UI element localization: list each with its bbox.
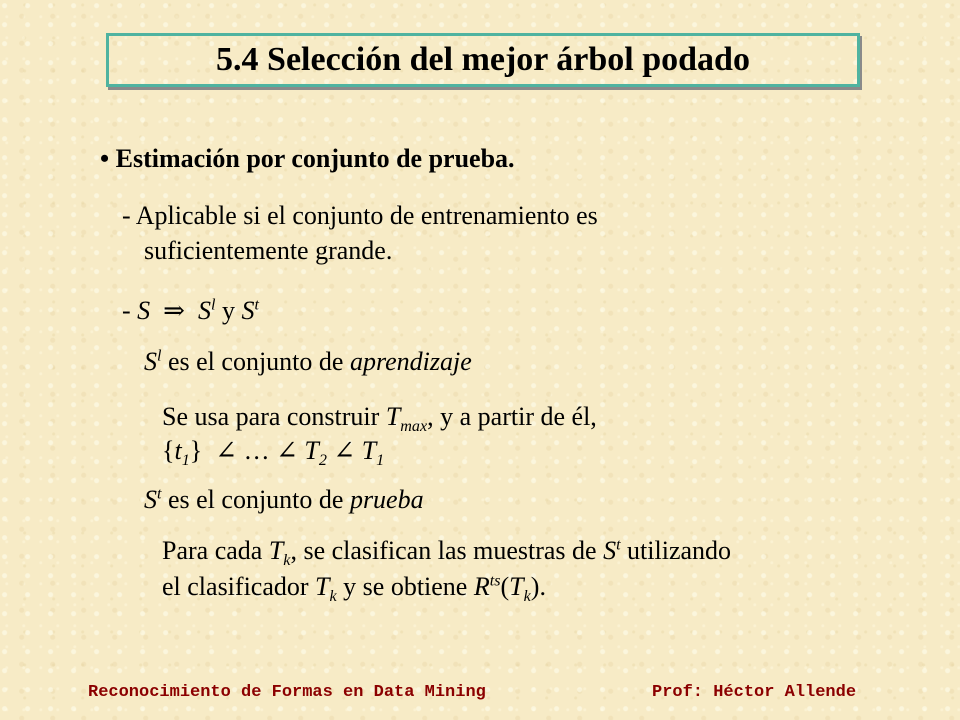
tree-t: T [268, 536, 284, 565]
ellipsis: … [237, 436, 277, 465]
risk-r: R [473, 572, 490, 601]
paren-close: ). [530, 572, 546, 601]
tree-t2: T [304, 436, 319, 465]
text-line-5 [162, 402, 597, 436]
term-prueba: prueba [349, 485, 424, 514]
bullet-text: Estimación por conjunto de prueba. [115, 144, 515, 173]
sub-k: k [329, 588, 337, 606]
set-s: S [137, 296, 151, 325]
set-s: S [144, 347, 157, 376]
sup-l: l [210, 296, 216, 314]
subtree-symbol: ∠ [333, 436, 356, 466]
bullet-marker: • [100, 144, 110, 173]
slide-title: 5.4 Selección del mejor árbol podado [216, 41, 750, 78]
sup-t: t [254, 296, 259, 314]
bullet-line [100, 146, 515, 172]
sup-t: t [616, 536, 621, 554]
title-box [106, 33, 860, 87]
text-line-9 [162, 572, 546, 606]
set-s-l: S [197, 296, 211, 325]
tree-t: T [509, 572, 524, 601]
text-line-3 [122, 298, 259, 324]
text-line-1: - Aplicable si el conjunto de entrenamiento es [122, 201, 598, 230]
text-line-6 [162, 436, 385, 470]
text-post: utilizando [620, 536, 732, 565]
term-aprendizaje: aprendizaje [349, 347, 472, 376]
set-s: S [144, 485, 157, 514]
sup-ts: ts [489, 572, 501, 590]
text-mid: , se clasifican las muestras de [290, 536, 604, 565]
tree-t: T [315, 572, 330, 601]
sub-1: 1 [181, 452, 190, 470]
sup-t: t [157, 485, 162, 503]
sub-max: max [400, 418, 428, 436]
text-mid: y se obtiene [336, 572, 474, 601]
sub-2: 2 [318, 452, 327, 470]
node-t: t [174, 436, 182, 465]
brace-close: } [189, 436, 203, 465]
text-line-8 [162, 536, 732, 570]
dash: - [122, 296, 138, 325]
text: el clasificador [162, 572, 316, 601]
text: es el conjunto de [161, 485, 350, 514]
text: Para cada [162, 536, 269, 565]
conj-y: y [215, 296, 242, 325]
brace-open: { [162, 436, 175, 465]
text: Se usa para construir [162, 402, 386, 431]
set-s: S [603, 536, 617, 565]
text-rest: , y a partir de él, [427, 402, 597, 431]
text-line-7 [144, 487, 424, 513]
text: es el conjunto de [161, 347, 350, 376]
set-s-t: S [241, 296, 255, 325]
footer-course: Reconocimiento de Formas en Data Mining [88, 683, 486, 702]
footer-author: Prof: Héctor Allende [652, 683, 857, 702]
sub-k: k [283, 552, 291, 570]
text-line-4 [144, 349, 472, 375]
sup-l: l [157, 347, 162, 365]
paren-open: ( [500, 572, 510, 601]
sub-k: k [523, 588, 531, 606]
sub-1: 1 [376, 452, 385, 470]
tree-t1: T [361, 436, 377, 465]
text-line-2: suficientemente grande. [144, 236, 393, 265]
subtree-symbol: ∠ [276, 436, 298, 466]
subtree-symbol: ∠ [215, 436, 238, 466]
tree-t: T [385, 402, 401, 431]
implies-symbol: ⇒ [163, 296, 185, 326]
